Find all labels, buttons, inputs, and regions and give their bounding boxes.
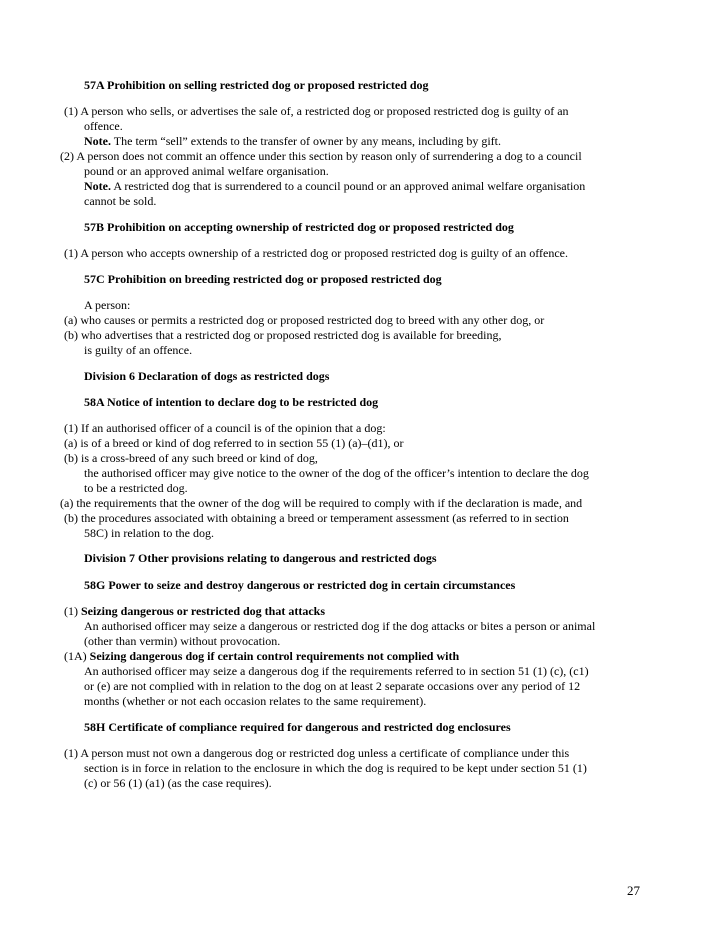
list-item: (b) who advertises that a restricted dog or proposed restricted dog is available for breeding, — [64, 328, 502, 342]
paragraph-line: or (e) are not complied with in relation to the dog on at least 2 separate occasions over any period of 12 — [84, 679, 581, 693]
subsection-heading — [64, 604, 325, 619]
paragraph-line: (1) A person who accepts ownership of a restricted dog or proposed restricted dog is guilty of an offence. — [64, 246, 568, 260]
list-item: (a) the requirements that the owner of the dog will be required to comply with if the declaration is made, and — [60, 496, 583, 510]
note-line — [84, 179, 585, 194]
division-heading-6: Division 6 Declaration of dogs as restricted dogs — [84, 369, 330, 383]
division-heading-7: Division 7 Other provisions relating to dangerous and restricted dogs — [84, 551, 437, 565]
paragraph-line: (1) A person who sells, or advertises the sale of, a restricted dog or proposed restricted dog is guilty of an — [64, 104, 569, 118]
section-heading-57c: 57C Prohibition on breeding restricted dog or proposed restricted dog — [84, 272, 442, 286]
note-text: The term “sell” extends to the transfer of owner by any means, including by gift. — [111, 134, 501, 148]
paragraph-line: months (whether or not each occasion relates to the same requirement). — [84, 694, 427, 708]
paragraph-line: section is in force in relation to the enclosure in which the dog is required to be kept under section 51 (1) — [84, 761, 587, 775]
note-label: Note. — [84, 134, 111, 148]
paragraph-line: (c) or 56 (1) (a1) (as the case requires). — [84, 776, 272, 790]
subsection-title: Seizing dangerous or restricted dog that attacks — [81, 604, 325, 618]
subsection-title: Seizing dangerous dog if certain control requirements not complied with — [89, 649, 460, 663]
paragraph-line: 58C) in relation to the dog. — [84, 526, 214, 540]
list-item: (b) is a cross-breed of any such breed or kind of dog, — [64, 451, 318, 465]
paragraph-line: is guilty of an offence. — [84, 343, 193, 357]
note-text: A restricted dog that is surrendered to a council pound or an approved animal welfare organisation — [111, 179, 586, 193]
subsection-number: (1A) — [64, 649, 90, 663]
paragraph-line: to be a restricted dog. — [84, 481, 188, 495]
section-heading-57b: 57B Prohibition on accepting ownership of restricted dog or proposed restricted dog — [84, 220, 514, 234]
paragraph-line: (1) A person must not own a dangerous dog or restricted dog unless a certificate of compliance under this — [64, 746, 570, 760]
paragraph-line: A person: — [84, 298, 131, 312]
list-item: (a) who causes or permits a restricted dog or proposed restricted dog to breed with any other dog, or — [64, 313, 545, 327]
section-heading-57a: 57A Prohibition on selling restricted dog or proposed restricted dog — [84, 78, 429, 92]
paragraph-line: An authorised officer may seize a dangerous dog if the requirements referred to in section 51 (1) (c), (c1) — [84, 664, 589, 678]
list-item: (a) is of a breed or kind of dog referred to in section 55 (1) (a)–(d1), or — [64, 436, 404, 450]
subsection-heading — [64, 649, 459, 664]
paragraph-line: An authorised officer may seize a dangerous or restricted dog if the dog attacks or bites a person or animal — [84, 619, 596, 633]
subsection-number: (1) — [64, 604, 81, 618]
note-line — [84, 134, 501, 149]
paragraph-line: (1) If an authorised officer of a council is of the opinion that a dog: — [64, 421, 386, 435]
paragraph-line: (2) A person does not commit an offence under this section by reason only of surrendering a dog to a council — [60, 149, 582, 163]
paragraph-line: pound or an approved animal welfare organisation. — [84, 164, 329, 178]
section-heading-58h: 58H Certificate of compliance required for dangerous and restricted dog enclosures — [84, 720, 511, 734]
paragraph-line: cannot be sold. — [84, 194, 157, 208]
page-number: 27 — [627, 883, 640, 898]
list-item: (b) the procedures associated with obtaining a breed or temperament assessment (as referred to in section — [64, 511, 569, 525]
paragraph-line: (other than vermin) without provocation. — [84, 634, 281, 648]
section-heading-58g: 58G Power to seize and destroy dangerous or restricted dog in certain circumstances — [84, 578, 516, 592]
note-label: Note. — [84, 179, 111, 193]
section-heading-58a: 58A Notice of intention to declare dog to be restricted dog — [84, 395, 379, 409]
paragraph-line: the authorised officer may give notice to the owner of the dog of the officer’s intention to declare the dog — [84, 466, 589, 480]
paragraph-line: offence. — [84, 119, 123, 133]
